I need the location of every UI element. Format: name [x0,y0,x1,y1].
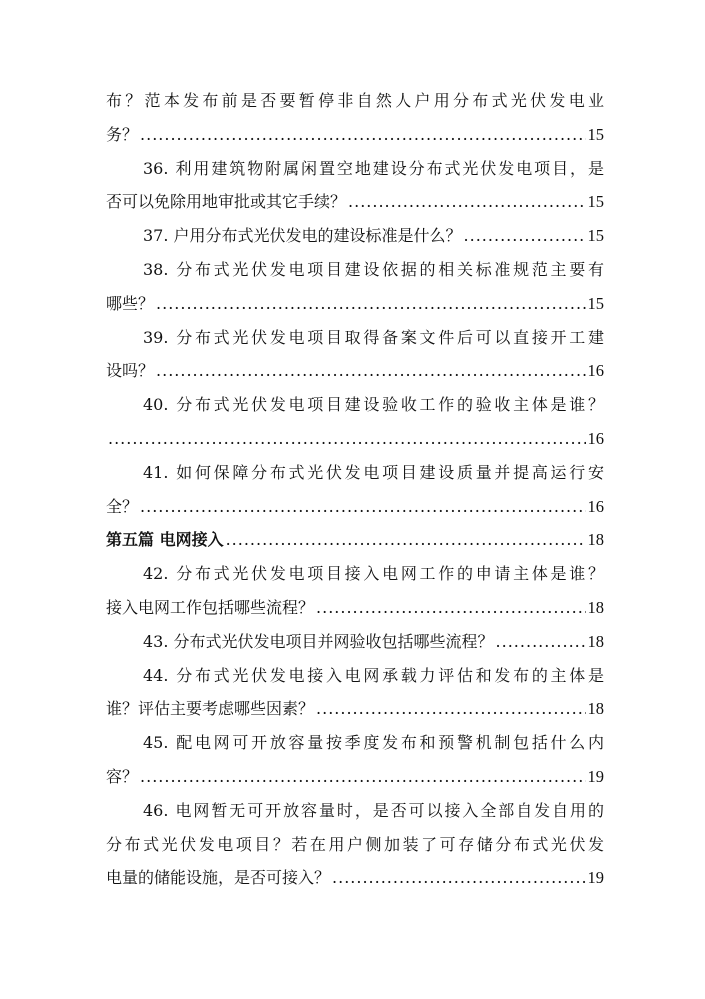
toc-entry-44-line-1[interactable]: 44. 分布式光伏发电接入电网承载力评估和发布的主体是 [143,665,604,685]
page-number: 16 [587,496,604,516]
page-number: 18 [587,530,604,550]
toc-entry-text: 容？ [106,766,139,786]
toc-section-5[interactable] [106,523,604,557]
toc-entry-text: 务？ [106,124,139,144]
dot-leader [464,219,586,253]
toc-entry-40-line-2[interactable] [106,422,604,456]
toc-entry-35-line-1[interactable]: 布？范本发布前是否要暂停非自然人户用分布式光伏发电业 [106,91,604,110]
page-number: 15 [587,124,604,144]
dot-leader [316,692,585,726]
toc-entry-43[interactable] [106,625,604,659]
toc-entry-44-line-2[interactable] [106,692,604,726]
dot-leader [332,861,585,895]
toc-entry-42-line-2[interactable] [106,591,604,625]
dot-leader [156,287,585,321]
page-number: 19 [587,868,604,888]
page-number: 16 [587,361,604,381]
toc-entry-37[interactable] [106,219,604,253]
page-number: 15 [587,226,604,246]
toc-entry-text: 哪些？ [106,293,155,313]
toc-entry-text: 全？ [106,496,139,516]
dot-leader [140,490,585,524]
dot-leader [496,625,586,659]
page-number: 18 [587,631,604,651]
toc-entry-text: 43. 分布式光伏发电项目并网验收包括哪些流程？ [143,631,494,651]
dot-leader [108,422,586,456]
toc-entry-text: 接入电网工作包括哪些流程？ [106,597,315,617]
page-number: 18 [587,699,604,719]
toc-entry-35-line-2[interactable] [106,118,604,152]
dot-leader [140,118,585,152]
toc-entry-38-line-2[interactable] [106,287,604,321]
dot-leader [140,760,585,794]
toc-entry-46-line-1[interactable]: 46. 电网暂无可开放容量时，是否可以接入全部自发自用的 [143,800,604,820]
dot-leader [156,354,585,388]
dot-leader [348,185,585,219]
dot-leader [226,523,586,557]
toc-entry-36-line-2[interactable] [106,185,604,219]
section-title: 第五篇 电网接入 [106,530,224,550]
toc-entry-46-line-2[interactable]: 分布式光伏发电项目？若在用户侧加装了可存储分布式光伏发 [106,834,604,854]
toc-entry-36-line-1[interactable]: 36. 利用建筑物附属闲置空地建设分布式光伏发电项目，是 [143,158,604,178]
toc-entry-39-line-1[interactable]: 39. 分布式光伏发电项目取得备案文件后可以直接开工建 [143,327,604,347]
toc-entry-46-line-3[interactable] [106,861,604,895]
toc-entry-45-line-2[interactable] [106,760,604,794]
toc-entry-45-line-1[interactable]: 45. 配电网可开放容量按季度发布和预警机制包括什么内 [143,733,604,753]
page-number: 16 [587,428,604,448]
toc-entry-38-line-1[interactable]: 38. 分布式光伏发电项目建设依据的相关标准规范主要有 [143,259,604,279]
toc-entry-41-line-1[interactable]: 41. 如何保障分布式光伏发电项目建设质量并提高运行安 [143,462,604,482]
page-number: 15 [587,192,604,212]
table-of-contents [106,84,604,895]
toc-entry-39-line-2[interactable] [106,354,604,388]
dot-leader [316,591,585,625]
toc-entry-text: 设吗？ [106,361,155,381]
toc-entry-41-line-2[interactable] [106,490,604,524]
toc-entry-text: 否可以免除用地审批或其它手续？ [106,192,347,212]
page-number: 18 [587,597,604,617]
toc-entry-42-line-1[interactable]: 42. 分布式光伏发电项目接入电网工作的申请主体是谁？ [143,564,604,584]
page-number: 19 [587,766,604,786]
toc-entry-text: 电量的储能设施，是否可接入？ [106,868,331,888]
toc-entry-text: 谁？评估主要考虑哪些因素？ [106,699,315,719]
toc-entry-40-line-1[interactable]: 40. 分布式光伏发电项目建设验收工作的验收主体是谁？ [143,395,604,415]
page-number: 15 [587,293,604,313]
toc-entry-text: 37. 户用分布式光伏发电的建设标准是什么？ [143,226,462,246]
